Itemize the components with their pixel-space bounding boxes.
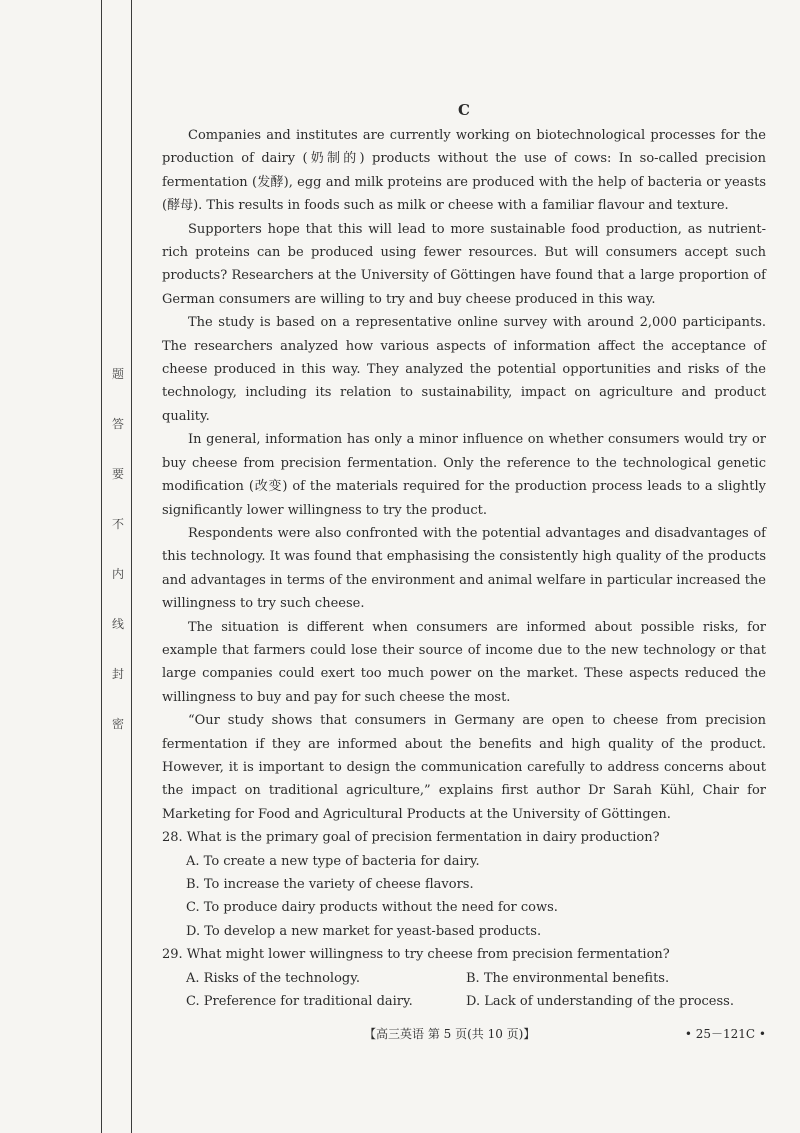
answer-option: B. To increase the variety of cheese flavors. [186, 877, 474, 892]
question-stem: 29. What might lower willingness to try cheese from precision fermentation? [162, 947, 670, 963]
binding-line-outer [101, 0, 102, 1133]
paragraph: The situation is different when consumers are informed about possible risks, for example that farmers could lose their source of income due to the new technology or that large companies could exert too much power on the market. These aspects reduced the willingness to buy and pay for such cheese the most. [162, 619, 766, 705]
binding-line-inner [131, 0, 132, 1133]
passage-content [162, 100, 766, 1013]
answer-option-row [186, 990, 766, 1013]
exam-code: • 25－121C • [684, 1027, 766, 1041]
answer-option: A. Risks of the technology. [186, 970, 360, 986]
margin-char: 封 [111, 667, 124, 681]
margin-char: 线 [111, 617, 124, 631]
paragraph: Companies and institutes are currently working on biotechnological processes for the production of dairy (奶制的) products without the use of cows: In so-called precision fermentation (发酵), egg and milk proteins are produced with the help of bacteria or yeasts (酵母). This results in foods such as milk or cheese with a familiar flavour and texture. [162, 128, 766, 214]
paragraph: In general, information has only a minor influence on whether consumers would try or buy cheese from precision fermentation. Only the reference to the technological genetic modification (改变) of the materials required for the production process leads to a slightly significantly lower willingness to try the product. [162, 432, 766, 518]
binding-margin-notice [109, 368, 127, 730]
paragraph: Respondents were also confronted with the potential advantages and disadvantages of this technology. It was found that emphasising the consistently high quality of the products and advantages in terms of the environment and animal welfare in particular increased the willingness to try such cheese. [162, 525, 766, 612]
paragraph: “Our study shows that consumers in Germany are open to cheese from precision fermentation if they are informed about the benefits and high quality of the product. However, it is important to design the communication carefully to address concerns about the impact on traditional agriculture,” explains first author Dr Sarah Kühl, Chair for Marketing for Food and Agricultural Products at the University of Göttingen. [162, 713, 766, 822]
margin-char: 密 [111, 717, 124, 731]
answer-option: D. Lack of understanding of the process. [466, 994, 734, 1010]
margin-char: 不 [111, 517, 124, 531]
margin-char: 题 [111, 367, 124, 381]
paragraph: The study is based on a representative online survey with around 2,000 participants. The researchers analyzed how various aspects of information affect the acceptance of cheese produced in this way. They analyzed the potential opportunities and risks of the technology, including its relation to sustainability, impact on agriculture and product quality. [162, 315, 766, 424]
answer-option: A. To create a new type of bacteria for dairy. [186, 853, 480, 869]
section-title: C [458, 101, 470, 119]
margin-char: 答 [111, 417, 124, 431]
answer-option: C. Preference for traditional dairy. [186, 994, 413, 1010]
paragraph: Supporters hope that this will lead to more sustainable food production, as nutrient-rich proteins can be produced using fewer resources. But will consumers accept such products? Researchers at the University of Göttingen have found that a large proportion of German consumers are willing to try and buy cheese produced in this way. [162, 221, 766, 307]
answer-option: B. The environmental benefits. [466, 970, 670, 986]
answer-option: C. To produce dairy products without the need for cows. [186, 900, 558, 916]
answer-option: D. To develop a new market for yeast-based products. [186, 923, 542, 939]
answer-option-row [186, 967, 766, 990]
margin-char: 内 [111, 567, 124, 581]
question-stem: 28. What is the primary goal of precision fermentation in dairy production? [162, 830, 660, 846]
margin-char: 要 [111, 467, 124, 481]
page-number-label: 【高三英语 第 5 页(共 10 页)】 [364, 1027, 536, 1041]
